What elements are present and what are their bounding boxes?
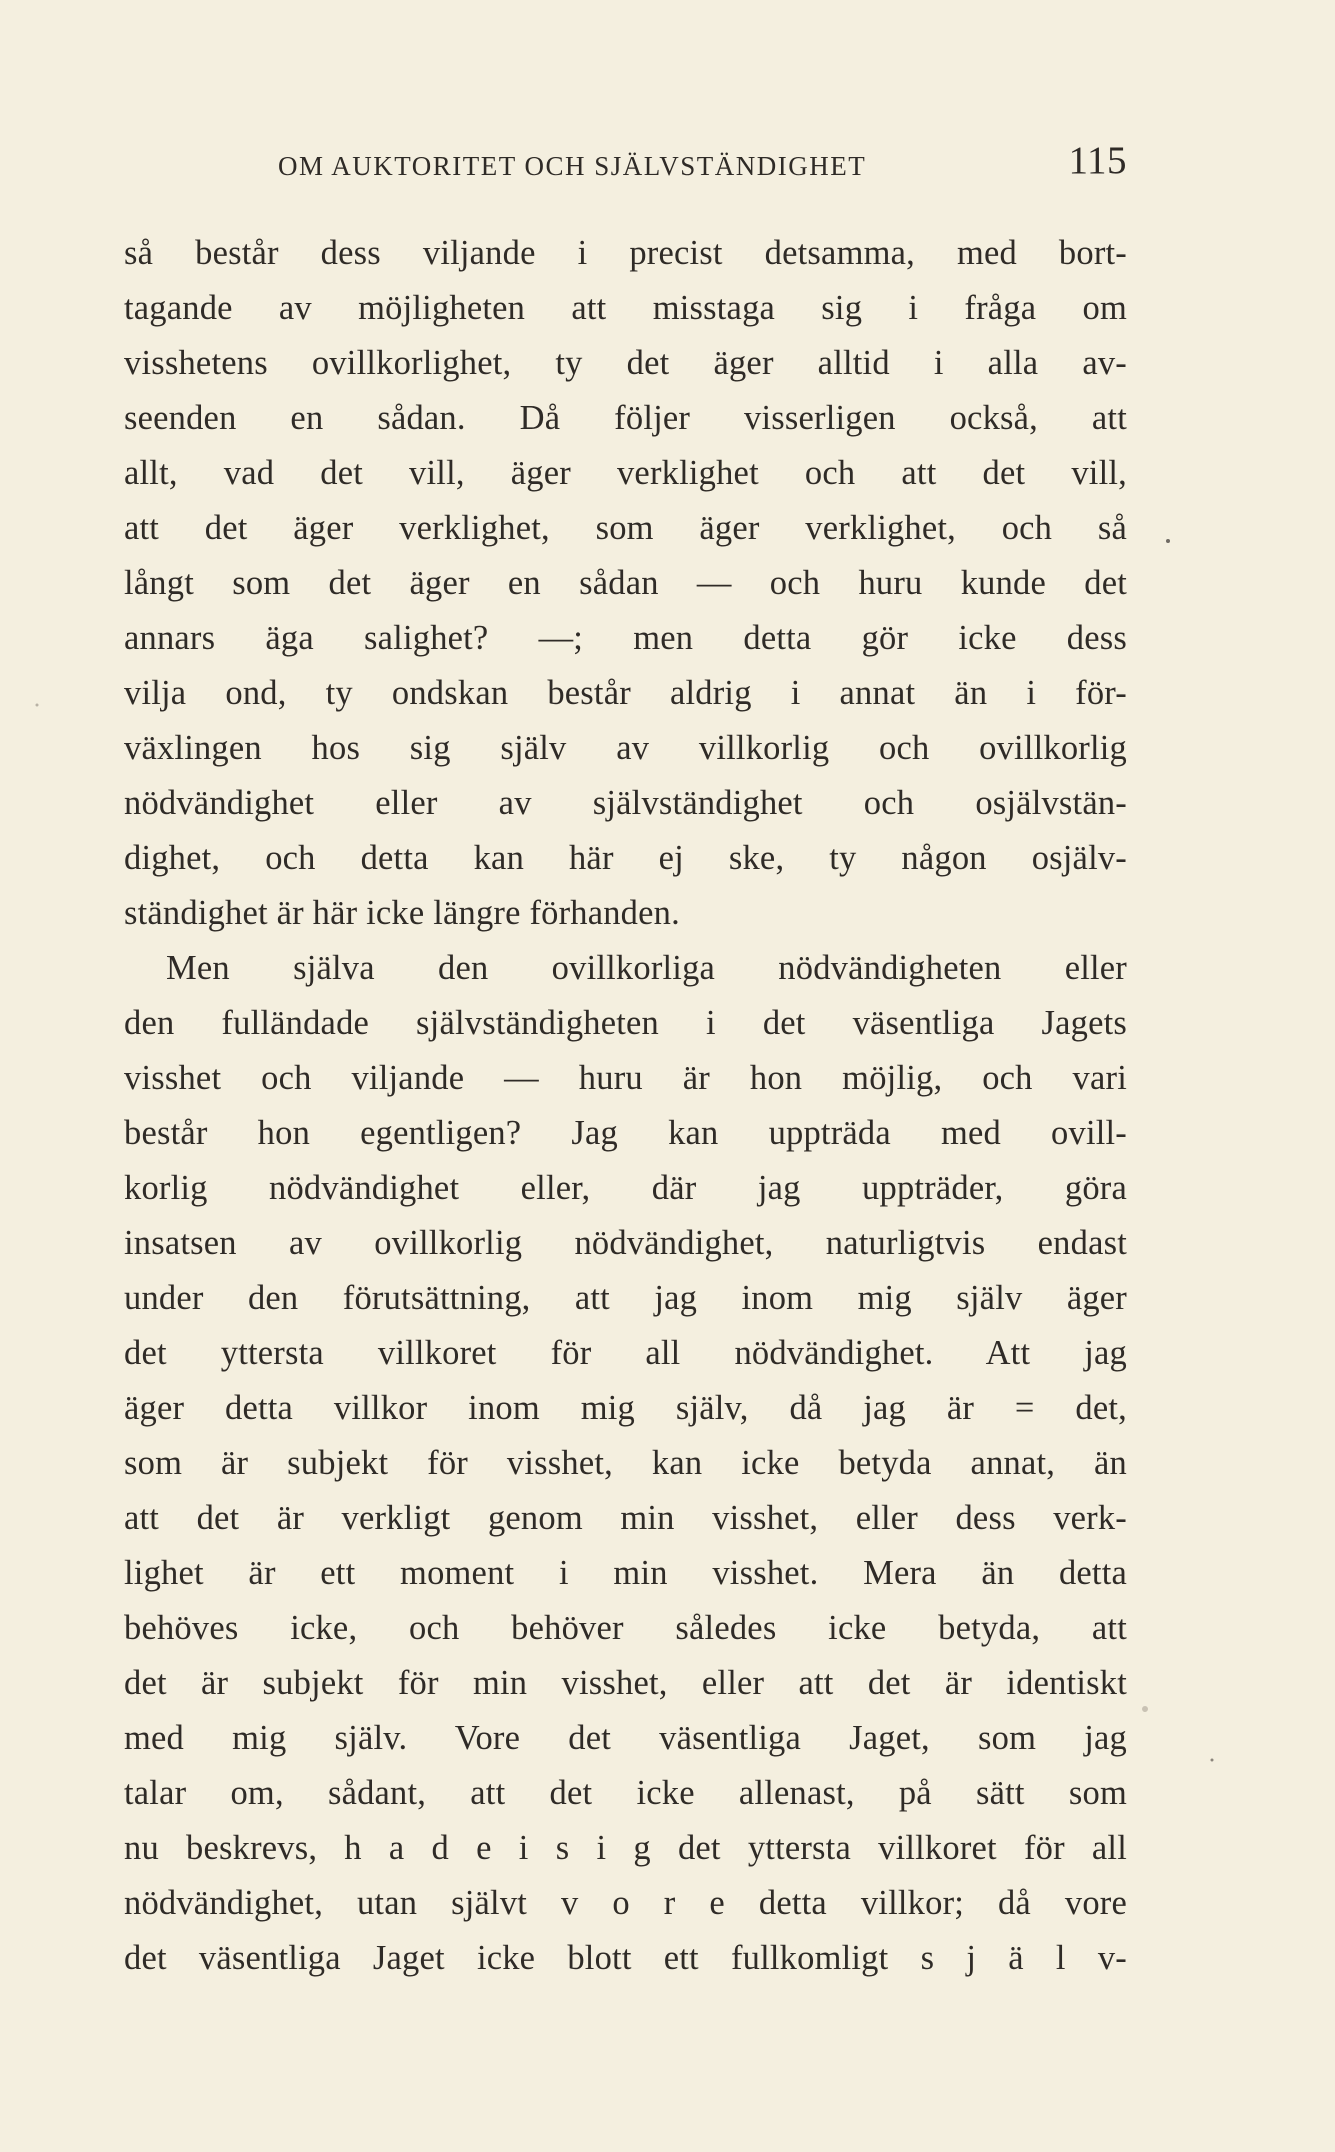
text-line-30: nu beskrevs, h a d e i s i g det yttersta villkoret för all [124, 1829, 1127, 1867]
text-line-26: behöves icke, och behöver således icke betyda, att [124, 1609, 1127, 1647]
running-title: OM AUKTORITET OCH SJÄLVSTÄNDIGHET [278, 151, 867, 181]
text-line-11: nödvändighet eller av självständighet och osjälvstän- [124, 784, 1127, 822]
text-line-10: växlingen hos sig själv av villkorlig och ovillkorlig [124, 729, 1127, 767]
text-line-22: äger detta villkor inom mig själv, då jag är = det, [124, 1389, 1127, 1427]
text-line-6: att det äger verklighet, som äger verklighet, och så [124, 509, 1127, 547]
text-line-3: visshetens ovillkorlighet, ty det äger alltid i alla av- [124, 344, 1127, 382]
page-number: 115 [1068, 139, 1127, 182]
text-line-32: det väsentliga Jaget icke blott ett fullkomligt s j ä l v- [124, 1939, 1127, 1977]
text-line-7: långt som det äger en sådan — och huru kunde det [124, 564, 1127, 602]
body-text [124, 226, 1127, 1986]
text-line-31: nödvändighet, utan självt v o r e detta villkor; då vore [124, 1884, 1127, 1922]
text-line-8: annars äga salighet? —; men detta gör icke dess [124, 619, 1127, 657]
text-line-9: vilja ond, ty ondskan består aldrig i annat än i för- [124, 674, 1127, 712]
text-line-17: består hon egentligen? Jag kan uppträda med ovill- [124, 1114, 1127, 1152]
text-line-2: tagande av möjligheten att misstaga sig i fråga om [124, 289, 1127, 327]
text-line-21: det yttersta villkoret för all nödvändighet. Att jag [124, 1334, 1127, 1372]
text-line-19: insatsen av ovillkorlig nödvändighet, naturligtvis endast [124, 1224, 1127, 1262]
text-line-24: att det är verkligt genom min visshet, eller dess verk- [124, 1499, 1127, 1537]
paper-speck [1211, 1759, 1214, 1762]
paper-speck [36, 704, 39, 707]
text-line-18: korlig nödvändighet eller, där jag uppträder, göra [124, 1169, 1127, 1207]
text-line-4: seenden en sådan. Då följer visserligen också, att [124, 399, 1127, 437]
text-line-29: talar om, sådant, att det icke allenast, på sätt som [124, 1774, 1127, 1812]
text-line-27: det är subjekt för min visshet, eller att det är identiskt [124, 1664, 1127, 1702]
text-line-5: allt, vad det vill, äger verklighet och att det vill, [124, 454, 1127, 492]
paper-speck [1142, 1706, 1148, 1712]
text-line-20: under den förutsättning, att jag inom mig själv äger [124, 1279, 1127, 1317]
text-line-23: som är subjekt för visshet, kan icke betyda annat, än [124, 1444, 1127, 1482]
paper-speck [1166, 539, 1170, 543]
text-line-16: visshet och viljande — huru är hon möjlig, och vari [124, 1059, 1127, 1097]
page-header [124, 138, 1127, 194]
text-line-14: Men själva den ovillkorliga nödvändigheten eller [166, 949, 1127, 987]
text-line-15: den fulländade självständigheten i det väsentliga Jagets [124, 1004, 1127, 1042]
text-line-1: så består dess viljande i precist detsamma, med bort- [124, 234, 1127, 272]
text-line-25: lighet är ett moment i min visshet. Mera än detta [124, 1554, 1127, 1592]
text-line-12: dighet, och detta kan här ej ske, ty någon osjälv- [124, 839, 1127, 877]
text-line-13: ständighet är här icke längre förhanden. [124, 894, 680, 932]
text-line-28: med mig själv. Vore det väsentliga Jaget, som jag [124, 1719, 1127, 1757]
